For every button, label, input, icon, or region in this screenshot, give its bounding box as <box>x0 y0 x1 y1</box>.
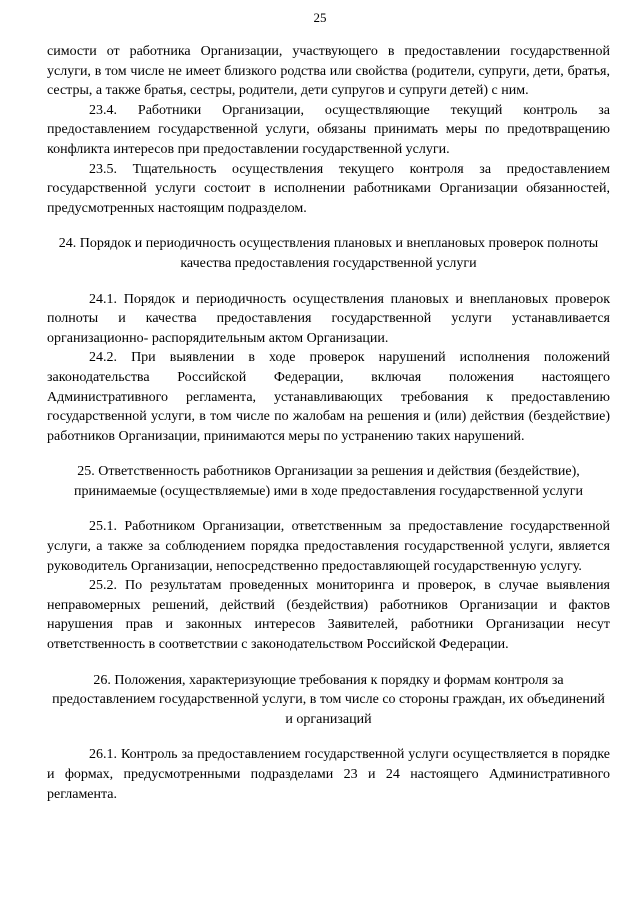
section-heading-25: 25. Ответственность работников Организации за решения и действия (бездействие), принимаемые (осуществляемые) ими в ходе предоставления государственной услуги <box>74 464 583 499</box>
paragraph-23-5: 23.5. Тщательность осуществления текущего контроля за предоставлением государственной услуги состоит в исполнении работниками Организации обязанностей, предусмотренных настоящим подразделом. <box>47 161 610 216</box>
paragraph-26-1: 26.1. Контроль за предоставлением государственной услуги осуществляется в порядке и формах, предусмотренными подразделами 23 и 24 настоящего Административного регламента. <box>47 747 610 802</box>
section-heading-26: 26. Положения, характеризующие требования к порядку и формам контроля за предоставлением государственной услуги, в том числе со стороны граждан, их объединений и организаций <box>52 672 605 727</box>
paragraph-24-1: 24.1. Порядок и периодичность осуществления плановых и внеплановых проверок полноты и качества предоставления государственной услуги устанавливается организационно- распорядительным актом Организации. <box>47 291 610 346</box>
page-number: 25 <box>313 10 327 25</box>
paragraph-25-2: 25.2. По результатам проведенных мониторинга и проверок, в случае выявления неправомерных решений, действий (бездействия) работников Организации и фактов нарушения прав и законных интересов Заявителей, работники Организации несут ответственность в соответствии с законодательством Российской Федерации. <box>47 578 610 653</box>
paragraph-23-4: 23.4. Работники Организации, осуществляющие текущий контроль за предоставлением государственной услуги, обязаны принимать меры по предотвращению конфликта интересов при предоставлении государственной услуги. <box>47 102 610 157</box>
document-body <box>47 42 610 804</box>
section-heading-24: 24. Порядок и периодичность осуществления плановых и внеплановых проверок полноты качества предоставления государственной услуги <box>58 236 599 271</box>
paragraph-24-2: 24.2. При выявлении в ходе проверок нарушений исполнения положений законодательства Российской Федерации, включая положения настоящего Административного регламента, устанавливающих требования к предоставлению государственной услуги, в том числе по жалобам на решения и (или) действия (бездействие) работников Организации, принимаются меры по устранению таких нарушений. <box>47 350 610 444</box>
paragraph-continuation: симости от работника Организации, участвующего в предоставлении государственной услуги, в том числе не имеет близкого родства или свойства (родители, супруги, дети, братья, сестры, а также братья, сестры, родители, дети супругов и супруги детей) с ним. <box>47 44 610 99</box>
paragraph-25-1: 25.1. Работником Организации, ответственным за предоставление государственной услуги, а также за соблюдением порядка предоставления государственной услуги, является руководитель Организации, непосредственно предоставляющей государственную услугу. <box>47 519 610 574</box>
